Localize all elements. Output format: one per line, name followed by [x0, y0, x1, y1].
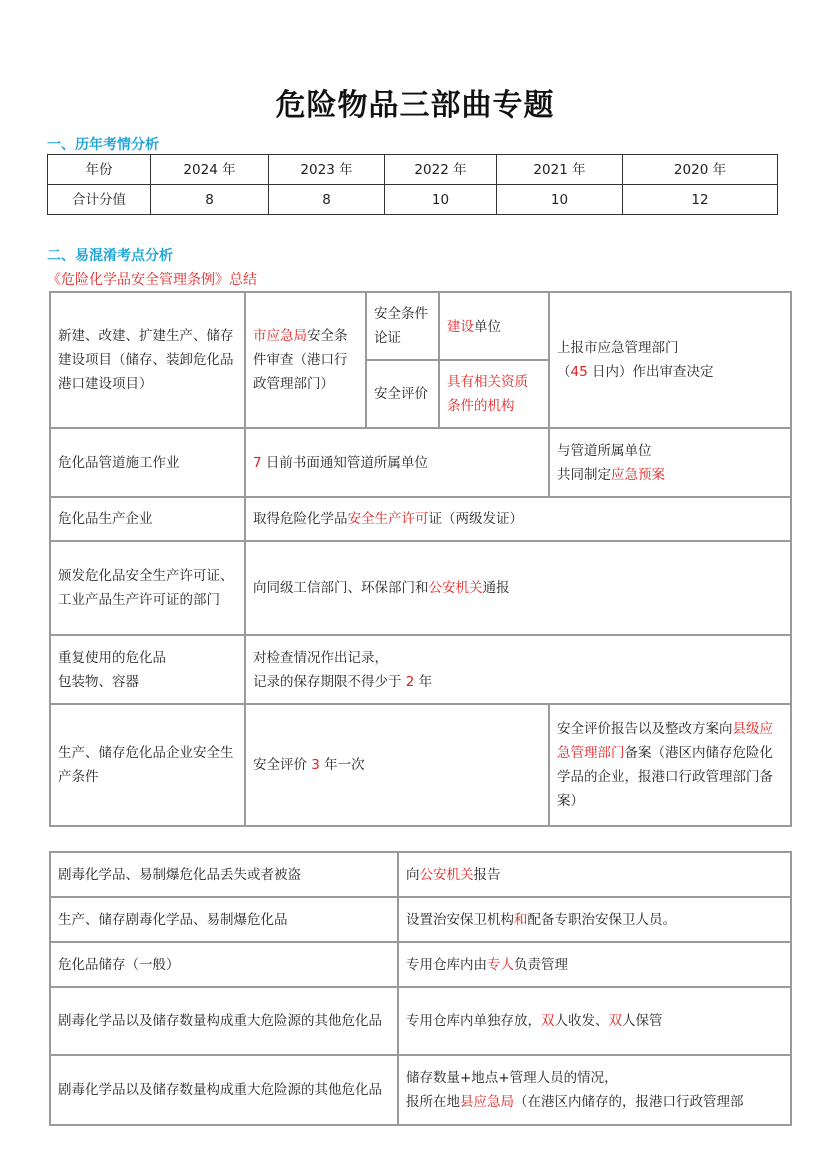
table-cell: 危化品管道施工作业: [50, 428, 245, 497]
table-cell: 专用仓库内由专人负责管理: [398, 942, 791, 987]
table-cell: 安全评价报告以及整改方案向县级应急管理部门备案（港区内储存危险化学品的企业，报港口行政管理部门备案）: [549, 704, 791, 826]
table-row: [50, 292, 791, 360]
table-cell: 剧毒化学品以及储存数量构成重大危险源的其他危化品: [50, 1055, 398, 1125]
table-cell: 设置治安保卫机构和配备专职治安保卫人员。: [398, 897, 791, 942]
table-cell: 向公安机关报告: [398, 852, 791, 897]
table-cell: 剧毒化学品以及储存数量构成重大危险源的其他危化品: [50, 987, 398, 1055]
table-cell: 危化品储存（一般）: [50, 942, 398, 987]
table-cell: 8: [151, 185, 269, 215]
table-cell: 专用仓库内单独存放，双人收发、双人保管: [398, 987, 791, 1055]
table-cell: 生产、储存剧毒化学品、易制爆危化品: [50, 897, 398, 942]
table-cell: 7 日前书面通知管道所属单位: [245, 428, 549, 497]
storage-rules-table: [49, 851, 792, 1126]
section-heading-history: 一、历年考情分析: [47, 137, 159, 153]
table-row: [50, 541, 791, 635]
table-row: [50, 497, 791, 541]
table-cell: 具有相关资质条件的机构: [439, 360, 549, 428]
table-row: [50, 897, 791, 942]
regulation-summary-table: [49, 291, 792, 827]
table-cell: 取得危险化学品安全生产许可证（两级发证）: [245, 497, 791, 541]
table-cell: 2023 年: [269, 155, 385, 185]
table-row: [48, 155, 778, 185]
table-cell: 向同级工信部门、环保部门和公安机关通报: [245, 541, 791, 635]
table-row: [50, 852, 791, 897]
section-heading-confusing-points: 二、易混淆考点分析: [47, 248, 173, 264]
table-cell: 新建、改建、扩建生产、储存建设项目（储存、装卸危化品港口建设项目）: [50, 292, 245, 428]
table-cell: 对检查情况作出记录， 记录的保存期限不得少于 2 年: [245, 635, 791, 704]
table-cell: 安全评价 3 年一次: [245, 704, 549, 826]
table-cell: 建设单位: [439, 292, 549, 360]
page-title: 危险物品三部曲专题: [275, 88, 555, 123]
table-cell: 安全条件论证: [366, 292, 439, 360]
table-cell: 市应急局安全条件审查（港口行政管理部门）: [245, 292, 366, 428]
table-cell: 剧毒化学品、易制爆危化品丢失或者被盗: [50, 852, 398, 897]
table-cell: 10: [497, 185, 623, 215]
table-row: [50, 987, 791, 1055]
table-cell: 生产、储存危化品企业安全生产条件: [50, 704, 245, 826]
table-cell: 2020 年: [623, 155, 778, 185]
regulation-subheading: 《危险化学品安全管理条例》总结: [47, 272, 257, 288]
table-row: [50, 942, 791, 987]
table-cell: 上报市应急管理部门 （45 日内）作出审查决定: [549, 292, 791, 428]
table-cell: 2021 年: [497, 155, 623, 185]
table-cell: 年份: [48, 155, 151, 185]
table-cell: 危化品生产企业: [50, 497, 245, 541]
table-cell: 2022 年: [385, 155, 497, 185]
exam-history-table: [47, 154, 778, 215]
table-cell: 合计分值: [48, 185, 151, 215]
table-cell: 安全评价: [366, 360, 439, 428]
table-cell: 2024 年: [151, 155, 269, 185]
table-row: [48, 185, 778, 215]
table-cell: 12: [623, 185, 778, 215]
table-cell: 颁发危化品安全生产许可证、工业产品生产许可证的部门: [50, 541, 245, 635]
table-cell: 8: [269, 185, 385, 215]
table-cell: 储存数量+地点+管理人员的情况， 报所在地县应急局（在港区内储存的，报港口行政管理部: [398, 1055, 791, 1125]
table-cell: 重复使用的危化品 包装物、容器: [50, 635, 245, 704]
table-row: [50, 635, 791, 704]
table-row: [50, 1055, 791, 1125]
table-row: [50, 704, 791, 826]
table-cell: 与管道所属单位 共同制定应急预案: [549, 428, 791, 497]
table-row: [50, 428, 791, 497]
table-cell: 10: [385, 185, 497, 215]
